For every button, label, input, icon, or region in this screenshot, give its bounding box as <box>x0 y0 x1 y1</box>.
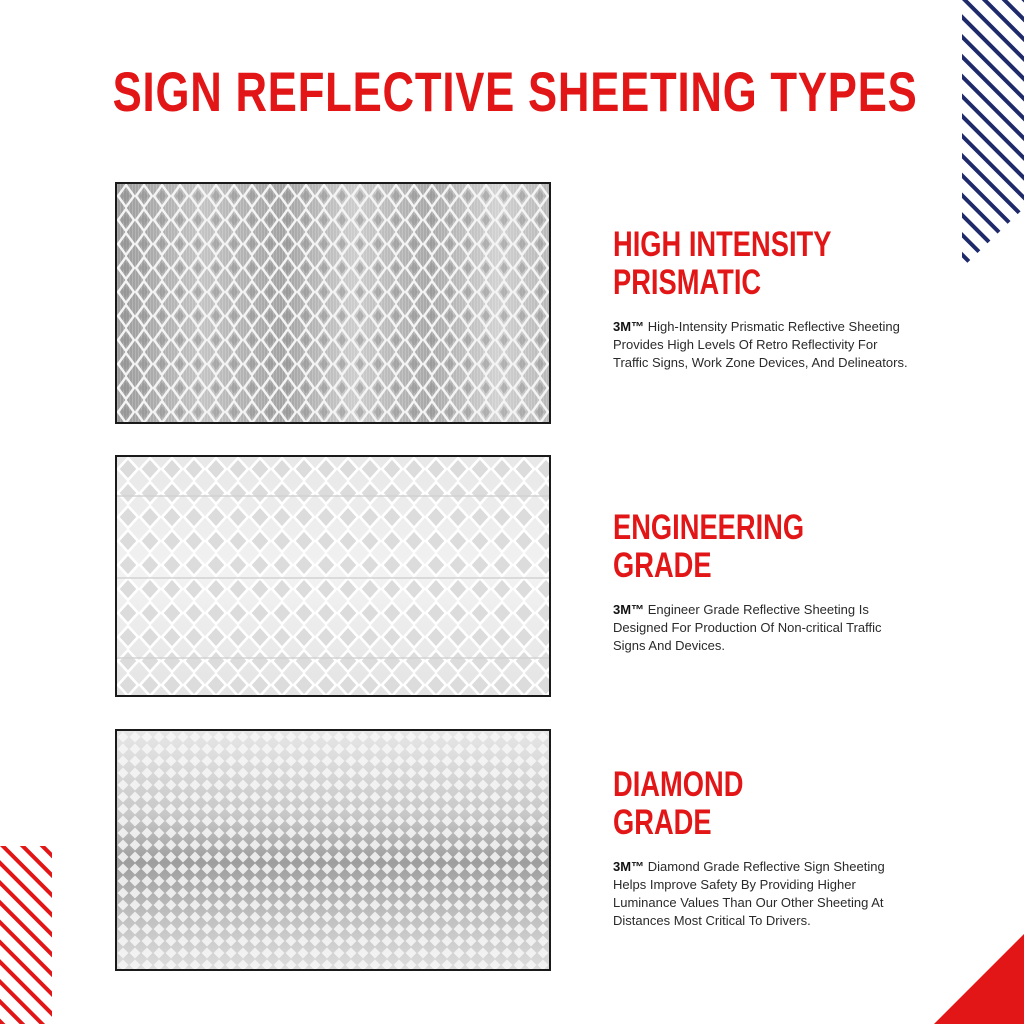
navy-diagonal-stripes-decoration <box>962 0 1024 268</box>
heading-line: ENGINEERING <box>613 508 805 547</box>
engineering-grade-heading <box>613 509 847 585</box>
high-intensity-prismatic-description <box>613 318 913 372</box>
engineering-grade-swatch-image <box>115 455 551 697</box>
red-corner-triangle-decoration <box>934 934 1024 1024</box>
brand-label: 3M™ <box>613 319 645 334</box>
red-diagonal-stripes-decoration <box>0 846 52 1024</box>
heading-line: HIGH INTENSITY <box>613 225 832 264</box>
diamond-grade-info <box>613 766 913 930</box>
diamond-grade-description <box>613 858 913 930</box>
heading-line: DIAMOND <box>613 765 744 804</box>
description-text: Engineer Grade Reflective Sheeting Is Designed For Production Of Non-critical Traffic Signs And Devices. <box>613 602 882 653</box>
high-intensity-prismatic-swatch-image <box>115 182 551 424</box>
engineering-grade-description <box>613 601 913 655</box>
heading-line: PRISMATIC <box>613 263 762 302</box>
description-text: Diamond Grade Reflective Sign Sheeting Helps Improve Safety By Providing Higher Luminance Values Than Our Other Sheeting At Distances Most Critical To Drivers. <box>613 859 885 928</box>
brand-label: 3M™ <box>613 859 645 874</box>
engineering-grade-info <box>613 509 913 655</box>
page-title: SIGN REFLECTIVE SHEETING TYPES <box>112 60 918 123</box>
heading-line: GRADE <box>613 546 712 585</box>
diamond-grade-swatch-image <box>115 729 551 971</box>
heading-line: GRADE <box>613 803 712 842</box>
brand-label: 3M™ <box>613 602 645 617</box>
diamond-grade-heading <box>613 766 847 842</box>
description-text: High-Intensity Prismatic Reflective Sheeting Provides High Levels Of Retro Reflectivity For Traffic Signs, Work Zone Devices, And Delineators. <box>613 319 908 370</box>
high-intensity-prismatic-heading <box>613 226 847 302</box>
high-intensity-prismatic-info <box>613 226 913 372</box>
